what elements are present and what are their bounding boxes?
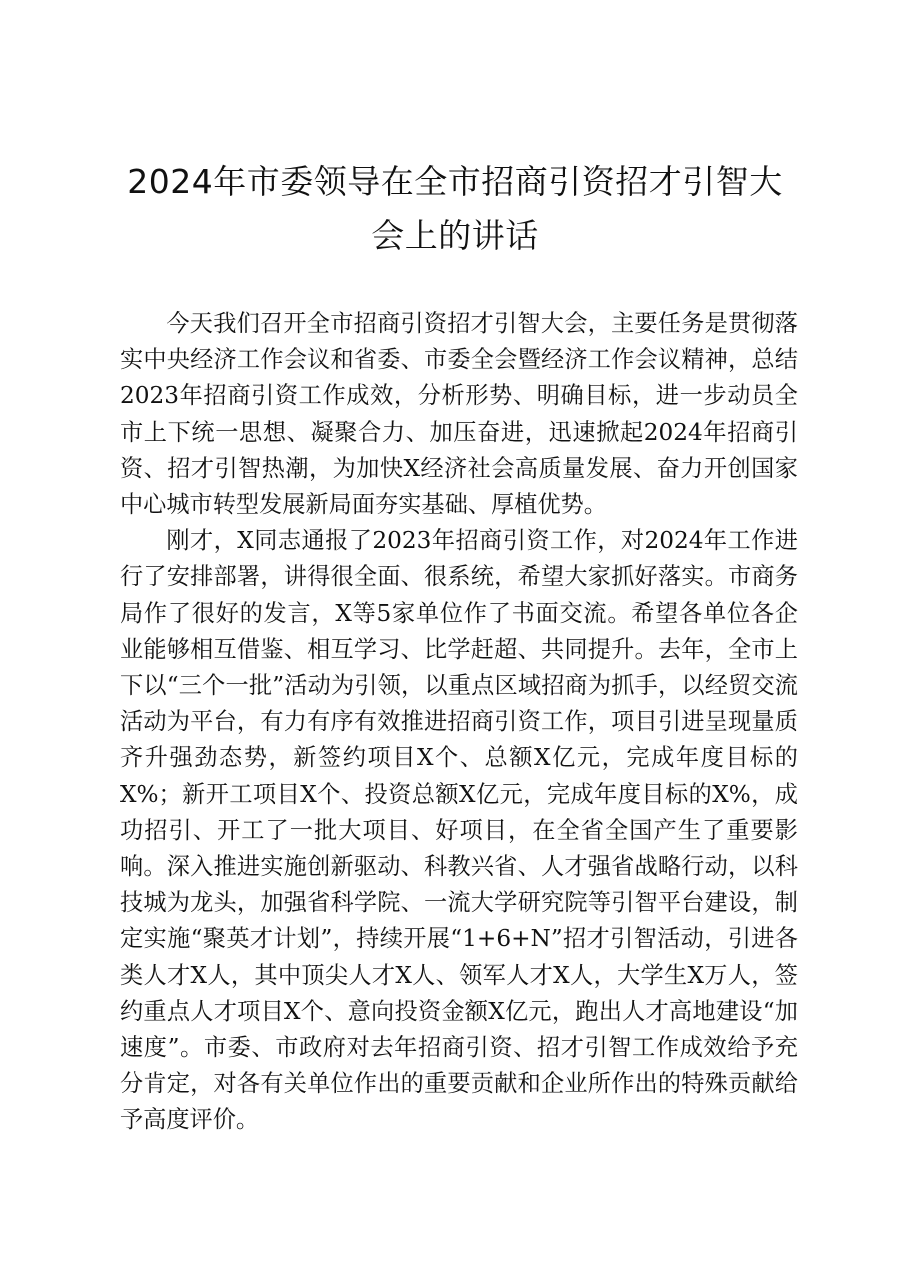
title-line-2: 会上的讲话 <box>371 216 539 255</box>
paragraph-1: 今天我们召开全市招商引资招才引智大会，主要任务是贯彻落实中央经济工作会议和省委、市委全会暨经济工作会议精神，总结2023年招商引资工作成效，分析形势、明确目标，进一步动员全市上下统一思想、凝聚合力、加压奋进，迅速掀起2024年招商引资、招才引智热潮，为加快X经济社会高质量发展、奋力开创国家中心城市转型发展新局面夯实基础、厚植优势。 <box>120 310 798 519</box>
document-title <box>110 155 800 263</box>
title-line-1: 2024年市委领导在全市招商引资招才引智大 <box>127 162 783 201</box>
document-body <box>120 306 798 1139</box>
paragraph-2: 刚才，X同志通报了2023年招商引资工作，对2024年工作进行了安排部署，讲得很全面、很系统，希望大家抓好落实。市商务局作了很好的发言，X等5家单位作了书面交流。希望各单位各企业能够相互借鉴、相互学习、比学赶超、共同提升。去年，全市上下以“三个一批”活动为引领，以重点区域招商为抓手，以经贸交流活动为平台，有力有序有效推进招商引资工作，项目引进呈现量质齐升强劲态势，新签约项目X个、总额X亿元，完成年度目标的X%；新开工项目X个、投资总额X亿元，完成年度目标的X%，成功招引、开工了一批大项目、好项目，在全省全国产生了重要影响。深入推进实施创新驱动、科教兴省、人才强省战略行动，以科技城为龙头，加强省科学院、一流大学研究院等引智平台建设，制定实施“聚英才计划”，持续开展“1+6+N”招才引智活动，引进各类人才X人，其中顶尖人才X人、领军人才X人，大学生X万人，签约重点人才项目X个、意向投资金额X亿元，跑出人才高地建设“加速度”。市委、市政府对去年招商引资、招才引智工作成效给予充分肯定，对各有关单位作出的重要贡献和企业所作出的特殊贡献给予高度评价。 <box>120 527 798 1134</box>
